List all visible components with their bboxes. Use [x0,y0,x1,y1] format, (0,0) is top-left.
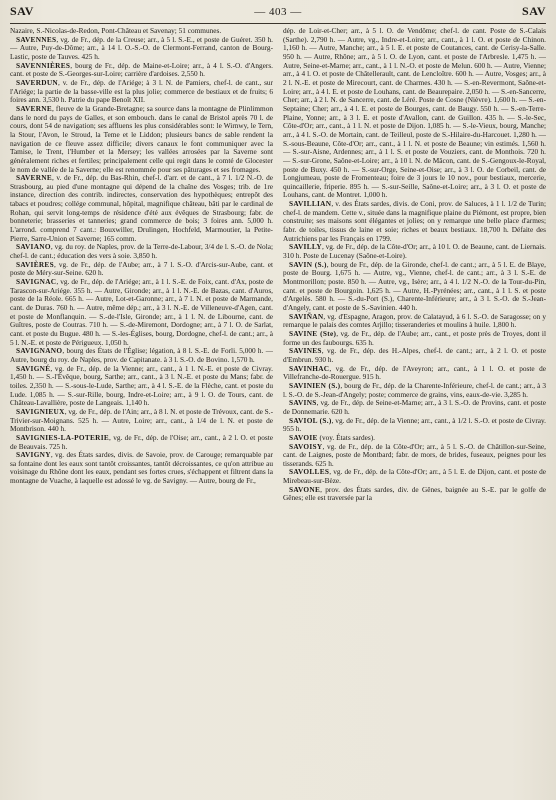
entry-text: , bourg de Fr., dép. de la Charente-Inférieure, chef-l. de cant.; arr., à 3 l. S.-O. de S.-Jean-d'Angely; poste; commerce de grains, vins, eaux-de-vie. 3,285 h. [283,380,546,399]
entry-headword: SAVINS [289,398,317,408]
left-column [10,27,273,797]
entry-headword: SAVOLLES [289,467,330,477]
dictionary-entry [283,486,546,503]
entry-headword: SAVERDUN [16,77,59,87]
running-header [10,4,546,22]
dictionary-entry [283,27,546,200]
entry-text: , v. de Fr., dép. du Bas-Rhin, chef-l. d'arr. et de cant., à 7 l. 1/2 N.-O. de Strasbourg, au pied d'une montagne qui dépend de la chaîne des Vosges; trib. de 1re instance, direction des contrib. indirectes, conservation des hypothèques; entrepôt des tabacs et poudres; collége communal, hôpital, magnifique château, bâti par le cardinal de Rohan, qui servit long-temps de résidence d'été aux évêques de Strasbourg; fabr. de bonneterie; brasseries et tanneries; grand commerce de bois; 3 foires ann. 5,000 h. L'arrond. comprend 7 cant.: Bouxwiller, Drulingen, Hochfeld, Marmoutier, la Petite-Pierre, Sarre-Union et Saverne; 165 comm. [10,173,273,243]
entry-text: , fleuve de la Grande-Bretagne; sa source dans la montagne de Plinlimmon dans le nord du pays de Galles, et son embouch. dans le canal de Bristol après 70 l. de cours, dont 54 de navigation; ses affluens les plus considérables sont: le Wirnwy, le Tern, la Stour, l'Avon, le Stroud, la Teme et le Liddon; plusieurs bancs de sable rendent la navigation de ce fleuve assez difficile; divers canaux le font communiquer avec la Tamise, le Trent, l'Humber et la Mersey; les vallées arrosées par la Saverne sont généralement riches et fertiles; principalement celle qui regit dans le comté de Glocester le nom de vallée de la Saverne; elle est renommée pour ses pâturages et ses fromages. [10,103,273,174]
dictionary-entry [10,261,273,278]
dictionary-entry [10,36,273,62]
dictionary-entry [283,313,546,330]
entry-text: , vg. des États sardes, divis. de Savoie, prov. de Carouge; remarquable par sa fontaine dont les eaux sont tantôt croissantes, tantôt décroissantes, ce qu'on attribue au voisinage du Rhône dont les eaux, pendant ses fortes crues, s'échappent et filtrent dans la montagne de Vuache, à laquelle est adossé le vg. de Savigny. — Autre, bourg de Fr., [10,450,273,486]
entry-text: , v. de Fr., dép. de l'Ariége; à 3 l. N. de Pamiers, chef-l. de cant., sur l'Ariége; la partie de la basse-ville est la plus jolie; commerce de bestiaux et de fruits; 6 foires ann. 3,530 h. Patrie du pape Benoît XII. [10,77,273,105]
entry-headword: SAVIGNÉ [16,363,51,373]
entry-headword: SAVOISY [289,441,323,451]
right-column [283,27,546,797]
entry-headword: SAVENNIÈRES [16,60,71,70]
entry-headword: SAVIGNIEUX [16,406,65,416]
dictionary-entry [283,443,546,469]
entry-headword: SAVINES [289,346,322,356]
entry-text: Nazaire, S.-Nicolas-de-Redon, Pont-Château et Savenay; 51 communes. [10,27,222,35]
entry-text: , bourg de Fr., dép. de la Gironde, chef-l. de cant.; arr., à 5 l. E. de Blaye, poste de Bourg. 1,675 h. — Autre, vg., Vienne, chef-l. de cant.; arr., à 3 l. S.-E. de Montmorillon; poste. 850 h. — Autre, vg., Isère; arr., à 4 l. 1/2 N.-O. de la Tour-du-Pin, cant. et poste de Bourgoin. 1,625 h. — Autre, H.-Pyrénées; arr., cant., à 1 l. S. et poste d'Argelès. 580 h. — S.-du-Port (S.), Charente-Inférieure; arr., à 3 l. S.-O. de S.-Jean-d'Angely, cant. et poste de S.-Savinien. 440 h. [283,259,546,312]
dictionary-entry [283,261,546,313]
entry-headword: SAVERNE [16,103,53,113]
entry-headword: SAVIGNAC [16,277,57,287]
dictionary-entry [10,105,273,174]
entry-text: , vg. de Fr., dép. de l'Oise; arr., cant., à 2 l. O. et poste de Beauvais. 725 h. [10,432,273,451]
entry-text: , vg. du roy. de Naples, prov. de la Terre-de-Labour, 3/4 de l. S.-O. de Nola; chef-l. de cant.; éducation des vers à soie. 3,850 h. [10,242,273,261]
dictionary-entry [10,278,273,347]
entry-text: , vg. de Fr., dép. de Seine-et-Marne; arr., à 3 l. S.-O. de Provins, cant. et poste de Donnemarie. 620 h. [283,398,546,416]
entry-headword: SAVINIEN (S.) [289,380,341,390]
entry-headword: SAVINE (Ste) [289,328,337,338]
entry-headword: SAVIÑAN [289,311,324,321]
entry-text: (voy. États sardes). [317,432,375,442]
dictionary-entry [283,330,546,347]
entry-text: , vg. de Fr., dép. de l'Aube; arr., cant., et poste près de Troyes, dont il forme un des faubourgs. 635 h. [283,328,546,347]
dictionary-entry [283,417,546,434]
entry-text: , vg. de Fr., dép. des H.-Alpes, chef-l. de cant.; arr., à 2 l. O. et poste d'Embrun. 930 h. [283,346,546,364]
entry-text: , bourg de Fr., dép. de Maine-et-Loire; arr., à 4 l. S.-O. d'Angers. cant. et poste de S.-Georges-sur-Loire; carrière d'ardoises. 2,550 h. [10,60,273,79]
page-number: — 403 — [254,6,302,18]
entry-text: , vg. de Fr., dép. de la Côte-d'Or; arr., à 5 l. S.-O. de Châtillon-sur-Seine, cant. de Laignes, poste de Montbard; fabr. de mors, de brides, fuseaux, peignes pour les tisserands. 625 h. [283,441,546,468]
entry-headword: SAVINHAC [289,363,330,373]
entry-text: , vg. de Fr., dép. de la Vienne; arr., cant., à 1 l. N.-E. et poste de Civray. 1,450 h. — S.-l'Évêque, bourg, Sarthe; arr., cant., à 3 l. N.-E. et poste du Mans; fabr. de toiles. 2,350 h. — S.-sous-le-Lude, Sarthe; arr., à 4 l. S.-E. de la Flèche, cant. et poste du Lude. 1,085 h. — S.-sur-Rille, bourg, Indre-et-Loire; arr., à 9 l. O. de Tours, cant. de Château-Lavallière, poste de Langeais. 1,140 h. [10,363,273,408]
dictionary-entry [10,174,273,243]
entry-headword: SAVIN (S.) [289,259,327,269]
dictionary-entry [283,347,546,364]
dictionary-entry [10,365,273,408]
entry-headword: SAVIÈRES [16,259,54,269]
dictionary-entry [283,468,546,485]
dictionary-entry [283,365,546,382]
entry-text: , vg. d'Espagne, Aragon, prov. de Calatayud, à 6 l. S.-O. de Saragosse; on y remarque le palais des comtes Arjillo; tisseranderies et moulins à huile. 1,800 h. [283,311,546,330]
header-right-keyword: SAV [522,4,546,18]
dictionary-entry [10,243,273,260]
entry-text: , vg. de Fr., dép. de l'Ain; arr., à 8 l. N. et poste de Trévoux, cant. de S.-Trivier-sur-Moignans. 525 h. — Autre, Loire; arr., cant., à 1/4 de l. N. et poste de Montbrison. 440 h. [10,406,273,434]
entry-headword: SAVERNE [16,173,53,183]
entry-headword: SAVONE [289,484,321,494]
entry-text: , vg. de Fr., dép. de la Vienne; arr., cant., à 1/2 l. S.-O. et poste de Civray. 955 h. [283,415,546,434]
dictionary-entry [10,62,273,79]
dictionary-entry [10,79,273,105]
dictionary-entry [283,200,546,243]
entry-text: , vg. de Fr., dép. de la Creuse; arr., à 5 l. S.-E., et poste de Guéret. 350 h. — Autre, Puy-de-Dôme; arr., à 14 l. O.-S.-O. de Clermont-Ferrand, canton de Bourg-Lastic, poste de Tauves. 425 h. [10,34,273,61]
entry-text: , prov. des États sardes, div. de Gênes, baignée au S.-E. par le golfe de Gênes; elle est traversée par la [283,484,546,503]
dictionary-entry [10,408,273,434]
dictionary-entry [283,382,546,399]
entry-headword: SAVIGNIES-LA-POTERIE [16,432,110,442]
entry-text: , bourg des États de l'Église; légation, à 8 l. S.-E. de Forli. 5,000 h. — Autre, bourg du roy. de Naples, prov. de Capitanate. à 3 l. S.-O. de Bovino. 1,570 h. [10,346,273,364]
entry-headword: SAVIGNANO [16,346,63,356]
entry-headword: SAVILLIAN [289,199,332,209]
entry-headword: SAVOIE [289,432,318,442]
header-rule [10,23,546,24]
dictionary-entry [10,451,273,486]
entry-headword: SAVIANO [16,242,51,252]
header-left-keyword: SAV [10,4,34,18]
entry-text: , vg. de Fr., dép. de la Côte-d'Or; arr., à 5 l. E. de Dijon, cant. et poste de Mirebeau-sur-Bèze. [283,467,546,486]
entry-headword: SAVIGNY [16,450,51,460]
entry-text: , vg. de Fr., dép. de l'Ariége; arr., à 1 l. S.-E. de Foix, cant. d'Ax, poste de Tarascon-sur-Ariége. 355 h. — Autre, Gironde; arr., à 1 l. N.-E. de Bazas, cant. d'Auros, poste de la Réole. 665 h. — Autre, Lot-et-Garonne; arr., à 7 l. N. et poste de Marmande, cant. de Duras. 760 h. — Autre, même dép.; arr., à 3 l. N.-E. de Villeneuve-d'Agen, cant. et poste de Monflanquin. — S.-de-l'Isle, Gironde; arr., à 1 l. N. de Libourne, cant. de Guîtres, poste de Coutras. 710 h. — S.-de-Miremont, Dordogne; arr., à 7 l. O. de Sarlat, cant. et poste du Bugue. 480 h. — S.-les-Églises, bourg, Dordogne, chef-l. de cant.; arr., à 5 l. N.-E. et poste de Périgueux. 1,050 h. [10,277,273,347]
entry-headword: SAVIOL (S.) [289,415,332,425]
dictionary-entry [10,434,273,451]
entry-text: , vg. de Fr., dép. de la Côte-d'Or; arr., à 10 l. O. de Beaune, cant. de Liernais. 310 h. Poste de Lucenay (Saône-et-Loire). [283,242,546,261]
dictionary-entry [10,347,273,364]
entry-text: , vg. de Fr., dép. de l'Aveyron; arr., cant., à 1 l. O. et poste de Villefranche-de-Rouergue. 915 h. [283,363,546,382]
dictionary-entry [283,243,546,260]
entry-text: , v. des États sardes, divis. de Coni, prov. de Saluces, à 1 l. 1/2 de Turin; chef-l. de mandem. Cette v., située dans la magnifique plaine du Piémont, est propre, bien construite; ses maisons sont élégantes et jolies; on y remarque une belle place d'armes; fabr. de toiles, tissus de laine et soie; riches et beaux bestiaux. 18,700 h. Défaite des Autrichiens par les Français en 1799. [283,199,546,243]
entry-text: , vg. de Fr., dép. de l'Aube; arr., à 7 l. S.-O. d'Arcis-sur-Aube, cant. et poste de Méry-sur-Seine. 620 h. [10,259,273,278]
entry-text: dép. de Loir-et-Cher; arr., à 5 l. O. de Vendôme; chef-l. de cant. Poste de S.-Calais (Sarthe). 2,790 h. — Autre, vg., Indre-et-Loire; arr., cant., à 1 l. O. et poste de Chinon. 1,160 h. — Autre, Manche; arr., à 5 l. E. et poste de Coutances, cant. de Cerisy-la-Salle. 950 h. — Autre, Rhône; arr., à 5 l. O. de Lyon, cant. et poste de l'Arbresle. 1,475 h. — Autre, Seine-et-Marne; arr., cant., à 1 l. N.-O. et poste de Melun. 600 h. — Autre, Vienne; arr., à 4 l. O. et poste de Châtellerault, cant. de Lencloître. 600 h. — Autre, Vosges; arr., à 2 l. N.-E. et poste de Mirecourt, cant. de Charmes. 430 h. — S.-en-Revermont, Saône-et-Loire; arr., à 4 l. E. et poste de Louhans, cant. de Beaurepaire. 2,050 h. — S.-en-Sancerre, Cher; arr., à 2 l. N. de Sancerre, cant. de Léré. Poste de Cosne (Nièvre). 1,600 h. — S.-en-Septaine; Cher; arr., à 4 l. E. et poste de Bourges, cant. de Baugy. 550 h. — S.-en-Terre-Plaine, Yonne; arr., à 3 l. E. et poste d'Avallon, cant. de Guillon. 435 h. — S.-le-Sec, Côte-d'Or; arr., cant., à 1 l. N. et poste de Dijon. 1,085 h. — S.-le-Vieux, bourg, Manche; arr., à 4 l. S.-O. de Mortain, cant. de Teilleul, poste de S.-Hilaire-du-Harcouet. 1,280 h. — S.-sous-Beaune, Côte-d'Or; arr., cant., à 1 l. N. et poste de Beaune; vin estimés. 1,560 h. — S.-sur-Aisne, Ardennes; arr., à 1 l. S. et poste de Vouziers, cant. de Monthois. 720 h. — S.-sur-Grone, Saône-et-Loire; arr., à 10 l. N. de Mâcon, cant. de S.-Gengoux-le-Royal, poste de Buxy. 450 h. — S.-sur-Orge, Seine-et-Oise; arr., à 3 l. O. de Corbeil, cant. de Longjumeau, poste de Fromenteau; foire de 3 jours le 10 nov., pour bestiaux, mercerie, quincaillerie, friperie. 895 h. — S.-sur-Seille, Saône-et-Loire; arr., à 3 l. O. et poste de Louhans, cant. de Montret. 1,000 h. [283,27,546,200]
dictionary-entry [283,399,546,416]
entry-headword: SAVENNES [16,34,57,44]
entry-headword: SAVILLY [289,242,322,252]
